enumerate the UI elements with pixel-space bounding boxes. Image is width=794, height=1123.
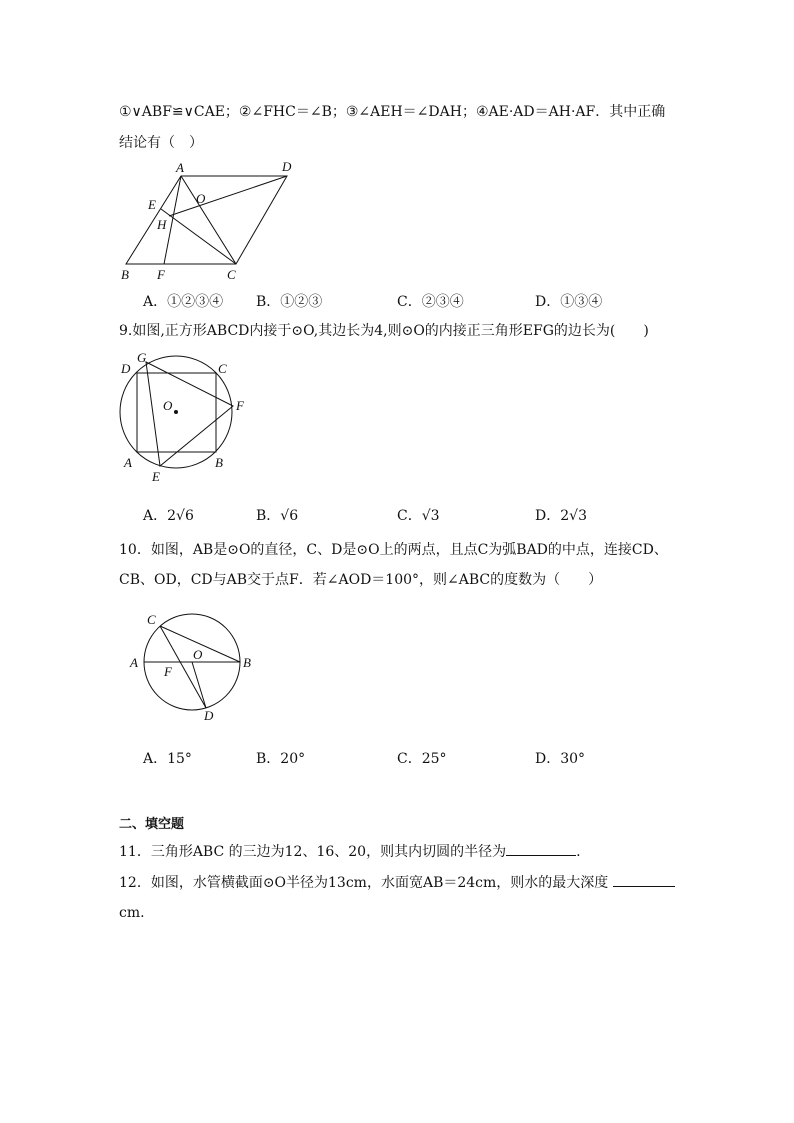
q9-label-f: F bbox=[236, 398, 244, 413]
q9-option-d-prefix: D． bbox=[535, 508, 561, 524]
q10-option-c: C．25° bbox=[397, 751, 447, 767]
q9-option-a-value: 2√6 bbox=[167, 508, 194, 524]
q9-label-e: E bbox=[152, 469, 160, 484]
q10-option-a: A．15° bbox=[143, 751, 192, 767]
q8-label-f: F bbox=[157, 267, 165, 282]
q10-label-d: D bbox=[204, 708, 214, 723]
q8-stem-line1: ①∨ABF≌∨CAE；②∠FHC＝∠B；③∠AEH＝∠DAH；④AE·AD＝AH·AF．其中正确 bbox=[119, 104, 666, 120]
q9-option-a-prefix: A． bbox=[143, 508, 168, 524]
q12-stem: 12．如图，水管横截面⊙O半径为13cm，水面宽AB＝24cm，则水的最大深度 bbox=[119, 875, 609, 891]
q9-stem: 9.如图,正方形ABCD内接于⊙O,其边长为4,则⊙O的内接正三角形EFG的边长为( ) bbox=[119, 323, 649, 339]
q8-label-a: A bbox=[176, 160, 184, 175]
q10-line-od bbox=[192, 662, 206, 708]
q8-option-d: D．①③④ bbox=[535, 294, 603, 310]
q9-label-g: G bbox=[137, 350, 147, 365]
q9-label-a: A bbox=[124, 455, 132, 470]
q9-label-c: C bbox=[218, 361, 227, 376]
q8-option-b: B．①②③ bbox=[256, 294, 323, 310]
q8-label-o: O bbox=[196, 191, 206, 206]
q10-label-b: B bbox=[243, 655, 251, 670]
q9-option-c-prefix: C． bbox=[397, 508, 422, 524]
q8-option-c: C．②③④ bbox=[397, 294, 464, 310]
q12-answer-blank[interactable] bbox=[613, 872, 675, 887]
q9-option-d-value: 2√3 bbox=[560, 508, 587, 524]
q11-line bbox=[119, 841, 581, 862]
q12-line1 bbox=[119, 872, 675, 893]
q10-label-f: F bbox=[164, 664, 172, 679]
q9-label-d: D bbox=[121, 361, 131, 376]
section-title: 二、填空题 bbox=[119, 817, 185, 832]
q8-label-d: D bbox=[282, 159, 292, 174]
q10-option-d: D．30° bbox=[535, 751, 586, 767]
q8-label-c: C bbox=[227, 267, 236, 282]
q12-line2: cm. bbox=[119, 905, 145, 921]
q8-label-e: E bbox=[148, 197, 156, 212]
q11-answer-blank[interactable] bbox=[506, 841, 576, 856]
q8-label-b: B bbox=[121, 267, 129, 282]
q9-option-b-prefix: B． bbox=[256, 508, 281, 524]
q8-stem-line2: 结论有（ ） bbox=[119, 135, 203, 151]
q9-option-c-value: √3 bbox=[421, 508, 440, 524]
q11-stem: 11．三角形ABC 的三边为12、16、20，则其内切圆的半径为 bbox=[119, 844, 507, 860]
q10-option-b: B．20° bbox=[256, 751, 306, 767]
q10-label-a: A bbox=[130, 655, 138, 670]
q9-label-b: B bbox=[215, 455, 223, 470]
q9-option-b-value: √6 bbox=[280, 508, 299, 524]
q10-stem-line1: 10．如图，AB是⊙O的直径，C、D是⊙O上的两点，且点C为弧BAD的中点，连接CD、 bbox=[119, 542, 668, 558]
q10-stem-line2: CB、OD，CD与AB交于点F．若∠AOD＝100°，则∠ABC的度数为（ ） bbox=[119, 572, 603, 588]
q8-label-h: H bbox=[157, 217, 167, 232]
q10-label-c: C bbox=[147, 612, 156, 627]
q11-end: . bbox=[576, 844, 581, 860]
q8-option-a: A．①②③④ bbox=[143, 294, 224, 310]
q10-label-o: O bbox=[193, 647, 203, 662]
q9-label-o: O bbox=[163, 398, 173, 413]
